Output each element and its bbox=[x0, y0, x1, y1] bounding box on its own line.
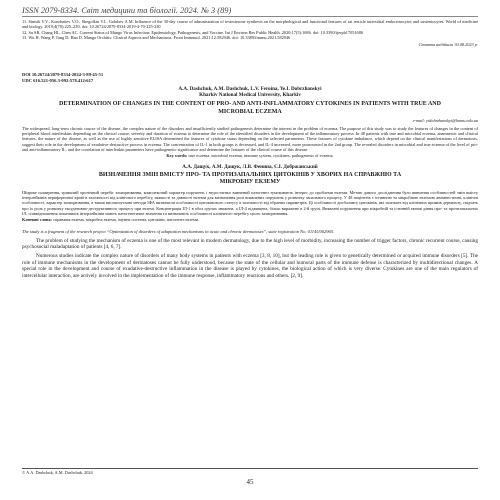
reference-list bbox=[22, 19, 478, 40]
ua-keywords-text: справжня екзема, мікробна екзема, імунна система, цитокіни, патогенез екземи. bbox=[53, 217, 200, 223]
body-paragraph: Numerous studies indicate the complex nature of disorders of many body systems in patients with eczema [3, 8, 10], but the leading role is given to genetically determined or acquired immune disorders [5]. The role of immune mechanisms in the development of dermatoses cannot be fully understood, because the state of the cellular and humoral parts of the immune defense is characterized by multidirectional changes. A special role in the development and course of exudative-destructive inflammation in the disease is played by cytokines, the biological action of which is very diverse. Cytokines are one of the main regulators of intercellular interaction, are actively involved in the implementation of the immune response, inflammatory reactions and others. [2, 9]. bbox=[22, 253, 478, 279]
page bbox=[22, 6, 478, 279]
affiliation: Kharkiv National Medical University, Kharkiv bbox=[199, 92, 301, 99]
article-title: DETERMINATION OF CHANGES IN THE CONTENT OF PRO- AND ANTI-INFLAMMATORY CYTOKINES IN PATIENTS WITH TRUE AND MICROBIAL ECZEMA bbox=[59, 101, 441, 115]
udc-line: UDC 616.521-056.3-092:578.412:617 bbox=[22, 77, 94, 83]
abstract: The widespread, long-term chronic course of the disease, the complex nature of the disorders and insufficiently studied pathogenesis determine the interest in the problem of eczema. The purpose of this study was to study the features of changes in the content of peripheral blood interleukins depending on the clinical course, severity and duration of eczema to determine the role of the identified disorders in the development of the inflammatory process. In 48 patients with true and microbial eczema, anamnestic and clinical features, the nature of the disease, as well as the use of highly sensitive ELISA determined the features of cytokine status depending on the selected parameters. These features of cytokine imbalance, which depend on the clinical manifestations of dermatosis, suggest their role in the development of exudative-destructive process in eczema. The concentration of IL-1 in both groups is decreased, and IL-4 increased, more pronounced in the 2nd group. The revealed disorders in microbial and true eczema of the level of pro- and anti-inflammatory IL, and the correlation of interleukin parameters have pathogenetic significance and determine the features of the clinical course of this disease. bbox=[22, 125, 478, 152]
article-identifiers bbox=[22, 72, 478, 83]
copyright-footer: © A.A. Dashchuk, A.M. Dashchuk, 2024 bbox=[22, 468, 478, 475]
reference-item: 11. Sintsik V.V., Kondratiev V.O., Shegolkin V.I., Golubev A.M. Influence of the 30-day course of administration of testosterone synthesis on the morphological and functional features of rat testicle interstitial endocrinocytes and sustentocytes. World of medicine and biology. 2019;4(70):225–230. doi: 10.26724/2079-8334-2019-4-70-225-230 bbox=[22, 19, 478, 30]
reference-item: 13. Wu H, Wang P, Tang D, Han D. Mango Orchitis: Clinical Aspects and Mechanisms. Front Immunol. 2021;12:582946. doi: 10.3389/fimmu.2021.582946 bbox=[22, 34, 291, 40]
keywords bbox=[22, 153, 478, 158]
body-paragraph: The problem of studying the mechanism of eczema is one of the most relevant in modern dermatology, due to the high level of morbidity, increasing the number of trigger factors, chronic recurrent course, causing psychosocial maladaptation of patients [4, 6, 7]. bbox=[22, 237, 478, 251]
journal-header: ISSN 2079-8334. Світ медицини та біології. 2024. № 3 (89) bbox=[22, 6, 478, 17]
keywords-text: true eczema, microbial eczema, immune system, cytokines, pathogenesis of eczema. bbox=[188, 153, 334, 159]
ua-authors: А.А. Дащук, А.М. Дащук, Л.В. Фенина, Є.І. Добржанський bbox=[182, 164, 318, 171]
ua-article-title: ВИЗНАЧЕННЯ ЗМІН ВМІСТУ ПРО- ТА ПРОТИЗАПАЛЬНИХ ЦИТОКІНІВ У ХВОРИХ НА СПРАВЖНЮ ТА МІКРОБНУ ЕКЗЕМУ bbox=[98, 172, 402, 186]
doi-line: DOI 10.26724/2079-8334-2024-3-89-45-51 bbox=[22, 72, 104, 78]
page-number: 45 bbox=[246, 478, 254, 486]
reference-item: 12. Su SB, Chang HL, Chen AC. Current Status of Mango Virus Infection: Epidemiology, Pathogenesis, and Vaccine. Int J Environ Res Public Health. 2020;17(5):1686. doi: 10.3390/ijerph17051686 bbox=[22, 29, 363, 35]
received-date: Стаття надійшла 30.08.2023 р. bbox=[418, 42, 478, 48]
authors: A.A. Dashchuk, A.M. Dashchuk, L.V. Feroina, Ye.I. Dobrzhanskyi bbox=[178, 86, 322, 93]
ua-keywords bbox=[22, 217, 478, 222]
ua-keywords-label: Ключові слова: bbox=[22, 217, 52, 223]
research-note: The study is a fragment of the research project “Optimization of disorders of adaptation mechanisms in acute and chronic dermatoses”, state registration No. 0114U002965. bbox=[22, 229, 335, 235]
keywords-label: Key words: bbox=[166, 153, 188, 159]
ua-abstract: Широке поширення, тривалий хронічний перебіг захворювання, комплексний характер порушень і недостатньо вивчений патогенез зумовлюють інтерес до проблеми екземи. Метою даного дослідження було вивчення особливостей змін вмісту інтерлейкінів периферичної крові в залежності від клінічного перебігу, тяжкості та давності екземи для визначення ролі виявлених порушень у розвитку запального процесу. У 48 пацієнтів з істинною та мікробною екземою анамнестичні, клінічні особливості, характер захворювання, а також високочутливі методи ІФА визначили особливості цитокінового статусу в залежності від обраних параметрів. Ці особливості дисбалансу цитокінів, які залежать від клінічних проявів дерматозу, свідчать про їх роль у розвитку ексудативно-деструктивного процесу при екземі. Концентрація ІЛ-1 в обох групах знижена, а ІЛ-4 підвищена, більш виражене в 2-й групі. Виявлені порушення при мікробній та істинній екземі рівня про- та протизапальних ІЛ, співвідношення показників інтерлейкінів мають патогенетичне значення та визначають особливості клінічного перебігу цього захворювання. bbox=[22, 189, 478, 216]
contact-email: e-mail: yidobrzhanskyi@knmu.edu.ua bbox=[412, 117, 478, 123]
